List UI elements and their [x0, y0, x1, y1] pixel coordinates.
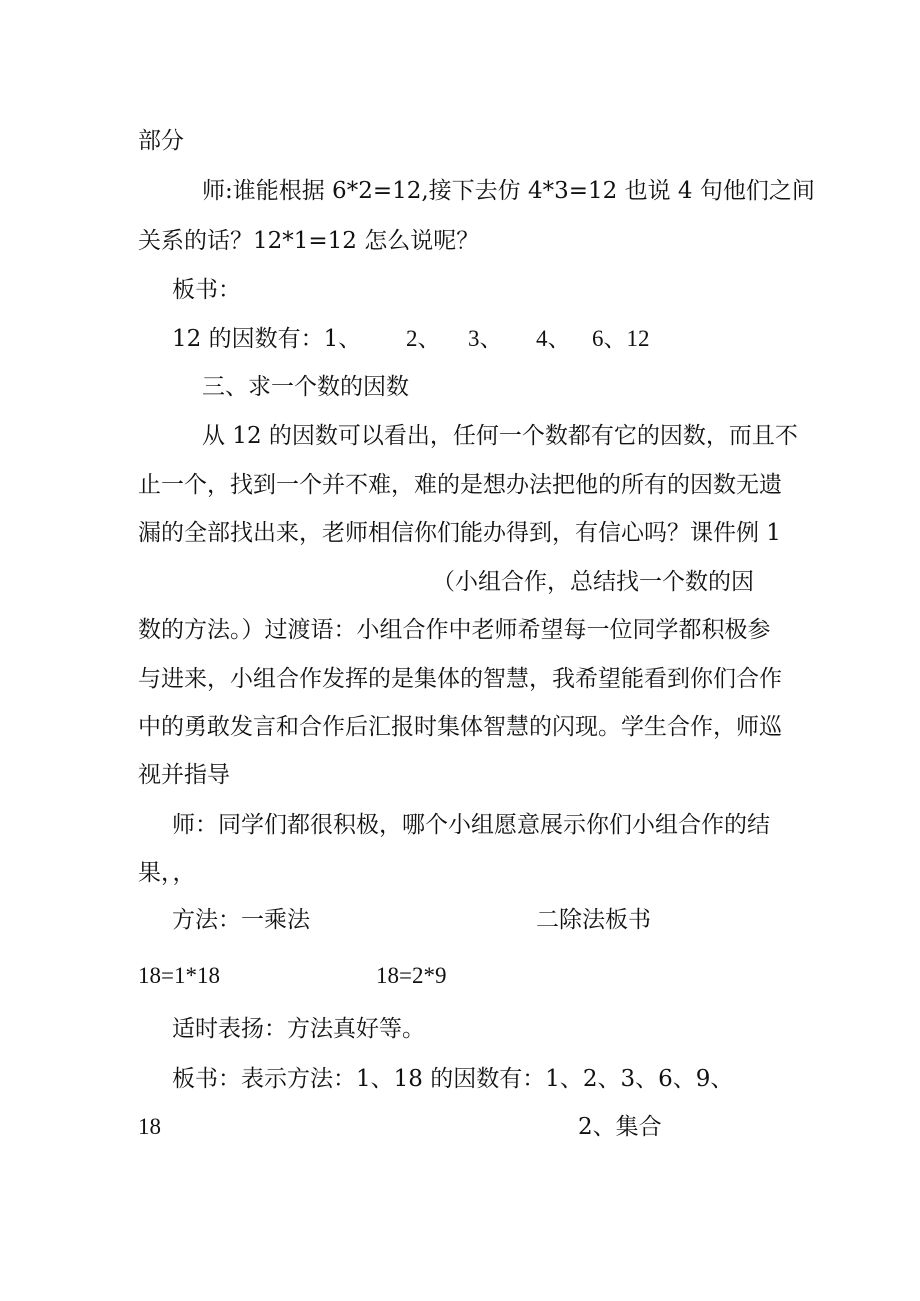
text-line: 适时表扬：方法真好等。 [172, 1016, 425, 1042]
text-line: 部分 [138, 128, 184, 154]
text-line: 板书：表示方法：1、18 的因数有：1、2、3、6、9、 [172, 1066, 734, 1092]
text-line: 与进来，小组合作发挥的是集体的智慧，我希望能看到你们合作 [138, 666, 782, 692]
text-line: 4、 [536, 326, 571, 351]
text-line: 果，， [138, 860, 196, 886]
text-line: 2、 [406, 326, 441, 351]
text-line: 中的勇敢发言和合作后汇报时集体智慧的闪现。学生合作，师巡 [138, 714, 782, 740]
text-line: 板书： [172, 277, 241, 303]
text-line: 18=1*18 [138, 963, 220, 988]
section-heading: 三、求一个数的因数 [202, 374, 409, 400]
text-line: 漏的全部找出来，老师相信你们能办得到，有信心吗？课件例 1 [138, 520, 781, 546]
text-line: 关系的话？12*1=12 怎么说呢？ [138, 228, 480, 254]
text-line: 数的方法。）过渡语：小组合作中老师希望每一位同学都积极参 [138, 617, 771, 643]
text-line: 师:谁能根据 6*2=12,接下去仿 4*3=12 也说 4 句他们之间 [202, 178, 815, 204]
text-line: 视并指导 [138, 762, 230, 788]
text-line: 从 12 的因数可以看出，任何一个数都有它的因数，而且不 [202, 423, 798, 449]
text-line: 18 [138, 1114, 161, 1139]
text-line: （小组合作，总结找一个数的因 [432, 569, 754, 595]
text-line: 12 的因数有：1、 [172, 326, 362, 352]
text-line: 18=2*9 [376, 963, 447, 988]
text-line: 师：同学们都很积极，哪个小组愿意展示你们小组合作的结 [172, 812, 770, 838]
text-line: 止一个，找到一个并不难，难的是想办法把他的所有的因数无遗 [138, 472, 782, 498]
text-line: 二除法板书 [536, 907, 651, 933]
text-line: 方法：一乘法 [172, 907, 310, 933]
text-line: 6、12 [592, 326, 650, 351]
text-line: 2、集合 [578, 1114, 662, 1140]
text-line: 3、 [468, 326, 503, 351]
